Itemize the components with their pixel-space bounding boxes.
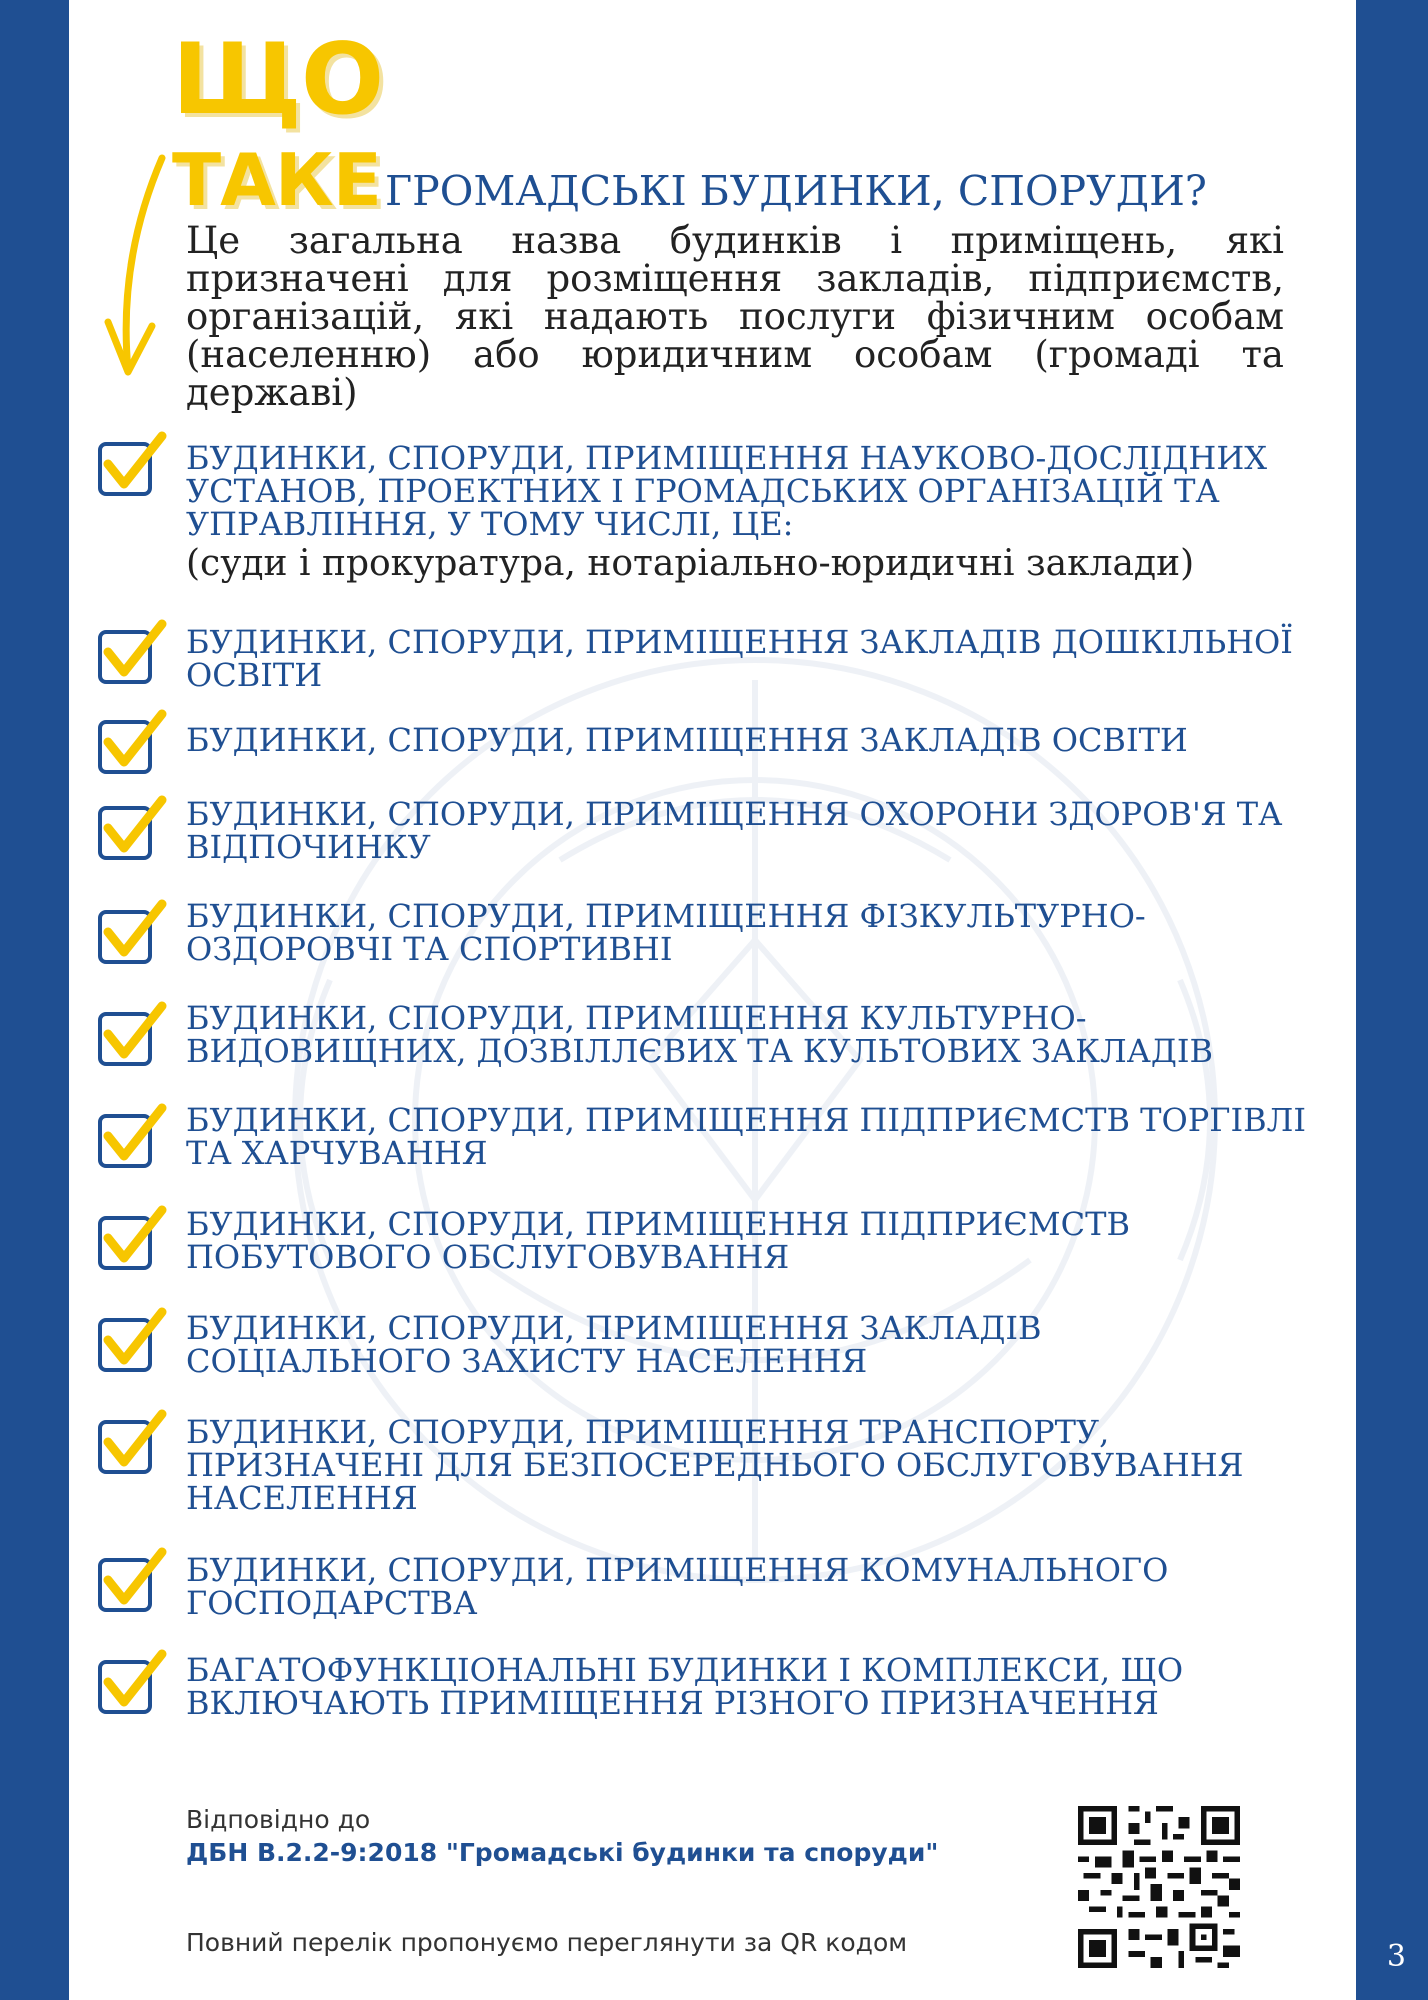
checkbox-checked-icon <box>96 1306 168 1378</box>
list-item-label: БУДИНКИ, СПОРУДИ, ПРИМІЩЕННЯ ПІДПРИЄМСТВ ПОБУТОВОГО ОБСЛУГОВУВАННЯ <box>186 1205 1130 1276</box>
checkbox-checked-icon <box>96 1000 168 1072</box>
page-title: ГРОМАДСЬКІ БУДИНКИ, СПОРУДИ? <box>385 167 1207 215</box>
checkbox-checked-icon <box>96 1408 168 1480</box>
checkbox-checked-icon <box>96 430 168 502</box>
list-item-label: БУДИНКИ, СПОРУДИ, ПРИМІЩЕННЯ ЗАКЛАДІВ ОСВІТИ <box>186 721 1188 759</box>
list-item-note: (суди і прокуратура, нотаріально-юридичні заклади) <box>186 543 1195 584</box>
footer-lead-text: Відповідно до <box>186 1805 371 1834</box>
page-number: 3 <box>1386 1939 1406 1974</box>
footer-norm-reference: ДБН В.2.2-9:2018 "Громадські будинки та споруди" <box>186 1838 939 1867</box>
list-item-label: БУДИНКИ, СПОРУДИ, ПРИМІЩЕННЯ ЗАКЛАДІВ ДОШКІЛЬНОЇ ОСВІТИ <box>186 623 1293 694</box>
header-word-what: ЩО <box>172 23 384 137</box>
curved-arrow-icon <box>100 150 180 380</box>
list-item-label: БУДИНКИ, СПОРУДИ, ПРИМІЩЕННЯ КОМУНАЛЬНОГО ГОСПОДАРСТВА <box>186 1551 1169 1622</box>
list-item-label: БУДИНКИ, СПОРУДИ, ПРИМІЩЕННЯ КУЛЬТУРНО-ВИДОВИЩНИХ, ДОЗВІЛЛЄВИХ ТА КУЛЬТОВИХ ЗАКЛАДІВ <box>186 999 1214 1070</box>
checkbox-checked-icon <box>96 898 168 970</box>
list-item-label: БУДИНКИ, СПОРУДИ, ПРИМІЩЕННЯ ТРАНСПОРТУ, ПРИЗНАЧЕНІ ДЛЯ БЕЗПОСЕРЕДНЬОГО ОБСЛУГОВУВАННЯ НАСЕЛЕННЯ <box>186 1413 1244 1517</box>
checkbox-checked-icon <box>96 1648 168 1720</box>
checkbox-checked-icon <box>96 794 168 866</box>
checkbox-checked-icon <box>96 708 168 780</box>
list-item-label: БУДИНКИ, СПОРУДИ, ПРИМІЩЕННЯ НАУКОВО-ДОСЛІДНИХ УСТАНОВ, ПРОЕКТНИХ І ГРОМАДСЬКИХ ОРГАНІЗАЦІЙ ТА УПРАВЛІННЯ, У ТОМУ ЧИСЛІ, ЦЕ: <box>186 439 1267 543</box>
checkbox-checked-icon <box>96 1546 168 1618</box>
left-blue-band <box>0 0 69 2000</box>
qr-code[interactable] <box>1078 1806 1240 1968</box>
intro-paragraph: Це загальна назва будинків і приміщень, які призначені для розміщення закладів, підприємств, організацій, які надають послуги фізичним особам (населенню) або юридичним особам (громаді та державі) <box>186 219 1284 414</box>
right-blue-band <box>1356 0 1428 2000</box>
list-item-label: БУДИНКИ, СПОРУДИ, ПРИМІЩЕННЯ ФІЗКУЛЬТУРНО-ОЗДОРОВЧІ ТА СПОРТИВНІ <box>186 897 1146 968</box>
list-item-label: БУДИНКИ, СПОРУДИ, ПРИМІЩЕННЯ ОХОРОНИ ЗДОРОВ'Я ТА ВІДПОЧИНКУ <box>186 795 1283 866</box>
list-item-label: БАГАТОФУНКЦІОНАЛЬНІ БУДИНКИ І КОМПЛЕКСИ, ЩО ВКЛЮЧАЮТЬ ПРИМІЩЕННЯ РІЗНОГО ПРИЗНАЧЕННЯ <box>186 1651 1184 1722</box>
footer-qr-note: Повний перелік пропонуємо переглянути за QR кодом <box>186 1928 908 1957</box>
checkbox-checked-icon <box>96 1102 168 1174</box>
header-word-is: ТАКЕ <box>172 138 381 222</box>
list-item-label: БУДИНКИ, СПОРУДИ, ПРИМІЩЕННЯ ПІДПРИЄМСТВ ТОРГІВЛІ ТА ХАРЧУВАННЯ <box>186 1101 1306 1172</box>
list-item-label: БУДИНКИ, СПОРУДИ, ПРИМІЩЕННЯ ЗАКЛАДІВ СОЦІАЛЬНОГО ЗАХИСТУ НАСЕЛЕННЯ <box>186 1309 1042 1380</box>
checkbox-checked-icon <box>96 1204 168 1276</box>
checkbox-checked-icon <box>96 618 168 690</box>
